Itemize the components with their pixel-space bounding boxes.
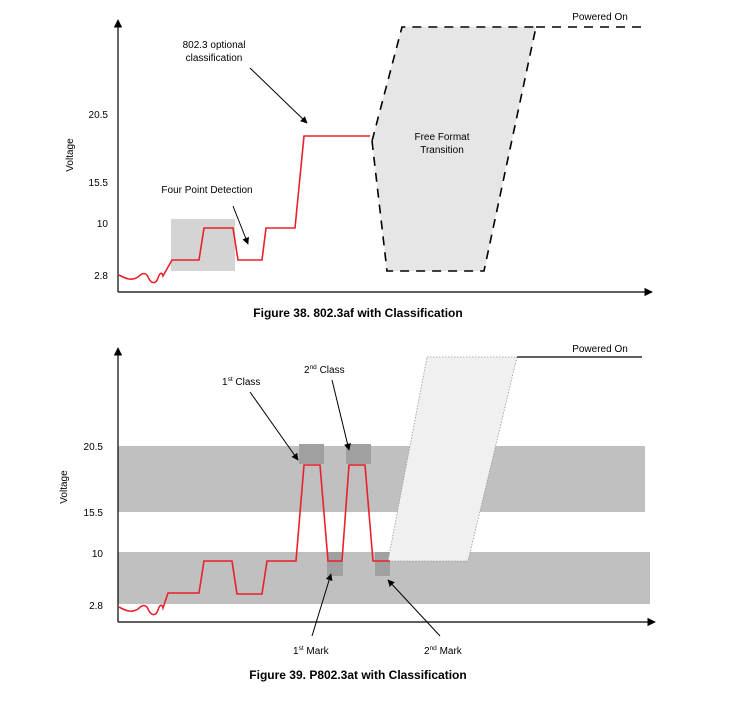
figure-38 [65,12,652,320]
powered-on-label: Powered On [572,12,628,23]
free-format-label: Transition [420,145,464,156]
figure-39 [59,344,655,682]
y-tick-label: 2.8 [94,271,108,282]
second-class-arrow [332,380,349,450]
y-tick-label: 20.5 [83,442,103,453]
upper-voltage-band [118,446,645,512]
figure-38-caption: Figure 38. 802.3af with Classification [253,306,463,320]
y-axis-label: Voltage [59,470,70,504]
optional-classification-label: 802.3 optional [182,40,246,51]
first-mark-label: 1st Mark [293,645,329,657]
y-tick-label: 15.5 [88,178,108,189]
second-class-highlight [346,444,371,464]
second-class-label: 2nd Class [304,364,345,376]
voltage-signal-trace [119,136,370,283]
y-tick-label: 10 [96,219,108,230]
first-mark-highlight [327,552,343,576]
second-mark-label: 2nd Mark [424,645,462,657]
four-point-detection-box [171,219,235,271]
first-class-label: 1st Class [222,376,261,388]
y-tick-label: 2.8 [89,601,103,612]
powered-on-label: Powered On [572,344,628,355]
second-mark-highlight [375,552,390,576]
four-point-detection-label: Four Point Detection [161,185,253,196]
figure-39-caption: Figure 39. P802.3at with Classification [249,668,467,682]
first-class-highlight [299,444,324,464]
y-tick-label: 10 [91,549,103,560]
y-tick-label: 15.5 [83,508,103,519]
y-axis-label: Voltage [65,138,76,172]
free-format-label: Free Format [414,132,470,143]
optional-classification-label: classification [185,53,243,64]
optional-classification-arrow [250,68,307,123]
y-tick-label: 20.5 [88,110,108,121]
